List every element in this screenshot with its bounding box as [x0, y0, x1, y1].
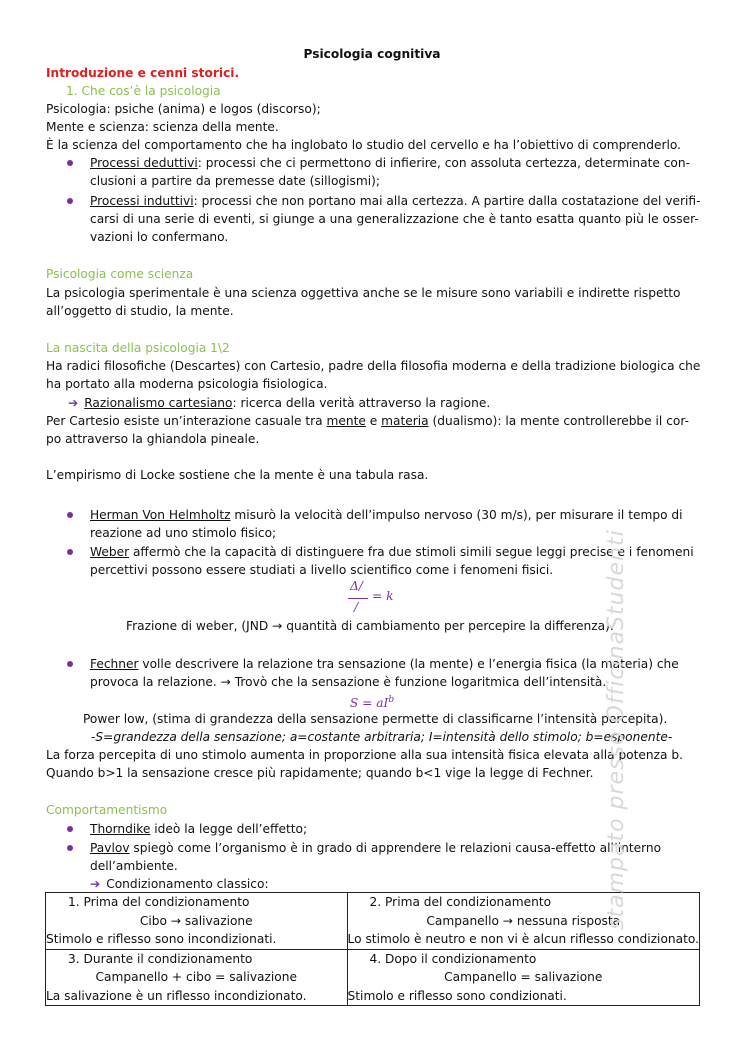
section-heading-intro: Introduzione e cenni storici.	[46, 66, 240, 80]
fechner-formula: $S = aI^b$	[349, 695, 395, 711]
table-cell: 4. Dopo il condizionamento Campanello = salivazione Stimolo e riflesso sono condizionati.	[347, 949, 699, 1006]
list-item-cont: provoca la relazione. → Trovò che la sensazione è funzione logaritmica dell’intensità.	[90, 675, 607, 689]
section-heading-comport: Comportamentismo	[46, 803, 168, 817]
list-item-cont: reazione ad uno stimolo fisico;	[90, 526, 277, 540]
arrow-icon: ➔	[68, 396, 79, 410]
bullet-icon	[67, 845, 73, 851]
list-item: Pavlov spiegò come l’organismo è in grado di apprendere le relazioni causa-effetto all’interno	[90, 841, 662, 855]
page-title: Psicologia cognitiva	[303, 47, 441, 61]
list-item: Fechner volle descrivere la relazione tra sensazione (la mente) e l’energia fisica (la materia) che	[90, 657, 679, 671]
paragraph-line: Psicologia: psiche (anima) e logos (discorso);	[46, 102, 321, 116]
watermark: stampato presso OfficinaStudenti	[604, 529, 629, 930]
section-heading-nascita: La nascita della psicologia 1\2	[46, 341, 230, 355]
list-item: Weber affermò che la capacità di distinguere fra due stimoli simili segue leggi precise e i fenomeni	[90, 545, 694, 559]
paragraph-line: Quando b>1 la sensazione cresce più rapidamente; quando b<1 vige la legge di Fechner.	[46, 766, 594, 780]
formula-legend: -S=grandezza della sensazione; a=costante arbitraria; I=intensità dello stimolo; b=esponente-	[91, 730, 673, 744]
paragraph-line: È la scienza del comportamento che ha inglobato lo studio del cervello e ha l’obiettivo di comprenderlo.	[46, 138, 682, 152]
numbered-item: 1. Che cos’è la psicologia	[66, 84, 221, 98]
paragraph-line: Ha radici filosofiche (Descartes) con Cartesio, padre della filosofia moderna e della tradizione biologica che	[46, 359, 701, 373]
table-row	[46, 893, 700, 950]
list-item: Thorndike ideò la legge dell’effetto;	[90, 822, 308, 836]
section-heading-scienza: Psicologia come scienza	[46, 267, 194, 281]
bullet-icon	[67, 198, 73, 204]
table-cell: 3. Durante il condizionamento Campanello + cibo = salivazione La salivazione è un riflesso incondizionato.	[46, 949, 348, 1006]
weber-formula	[348, 579, 408, 619]
list-item-cont: carsi di una serie di eventi, si giunge a una generalizzazione che è tanto esatta quanto più le osser-	[90, 212, 699, 226]
list-item-cont: clusioni a partire da premesse date (sillogismi);	[90, 174, 380, 188]
bullet-icon	[67, 549, 73, 555]
conditioning-table	[45, 892, 700, 1006]
list-item-cont: vazioni lo confermano.	[90, 230, 229, 244]
bullet-icon	[67, 661, 73, 667]
list-item: Herman Von Helmholtz misurò la velocità dell’impulso nervoso (30 m/s), per misurare il tempo di	[90, 508, 683, 522]
bullet-icon	[67, 826, 73, 832]
list-item: Processi deduttivi: processi che ci permettono di infierire, con assoluta certezza, determinate con-	[90, 156, 691, 170]
formula-caption: Frazione di weber, (JND → quantità di cambiamento per percepire la differenza).	[126, 619, 614, 633]
list-item-cont: percettivi possono essere studiati a livello scientifico come i fenomeni fisici.	[90, 563, 554, 577]
list-item-cont: dell’ambiente.	[90, 859, 178, 873]
arrow-icon: ➔	[90, 877, 101, 891]
paragraph-line: all’oggetto di studio, la mente.	[46, 304, 234, 318]
paragraph-line: La psicologia sperimentale è una scienza oggettiva anche se le misure sono variabili e indirette rispetto	[46, 286, 681, 300]
arrow-item: ➔ Condizionamento classico:	[90, 877, 269, 891]
table-cell: 1. Prima del condizionamento Cibo → salivazione Stimolo e riflesso sono incondizionati.	[46, 893, 348, 950]
bullet-icon	[67, 160, 73, 166]
weber-numerator: Δ/	[350, 579, 363, 593]
table-row	[46, 949, 700, 1006]
paragraph-line: La forza percepita di uno stimolo aumenta in proporzione alla sua intensità fisica elevata alla potenza b.	[46, 748, 683, 762]
weber-rhs: = k	[372, 589, 394, 603]
paragraph-line: Per Cartesio esiste un’interazione casuale tra mente e materia (dualismo): la mente controllerebbe il cor-	[46, 414, 689, 428]
list-item: Processi induttivi: processi che non portano mai alla certezza. A partire dalla costatazione del verifi-	[90, 194, 701, 208]
formula-caption: Power low, (stima di grandezza della sensazione permette di classificarne l’intensità percepita).	[83, 712, 668, 726]
arrow-item: ➔ Razionalismo cartesiano: ricerca della verità attraverso la ragione.	[68, 396, 491, 410]
paragraph-line: ha portato alla moderna psicologia fisiologica.	[46, 377, 328, 391]
table-cell: 2. Prima del condizionamento Campanello → nessuna risposta Lo stimolo è neutro e non vi è alcun riflesso condizionato.	[347, 893, 699, 950]
bullet-icon	[67, 512, 73, 518]
paragraph-line: po attraverso la ghiandola pineale.	[46, 432, 260, 446]
paragraph-line: L’empirismo di Locke sostiene che la mente è una tabula rasa.	[46, 468, 429, 482]
weber-denominator: /	[354, 600, 359, 614]
paragraph-line: Mente e scienza: scienza della mente.	[46, 120, 279, 134]
